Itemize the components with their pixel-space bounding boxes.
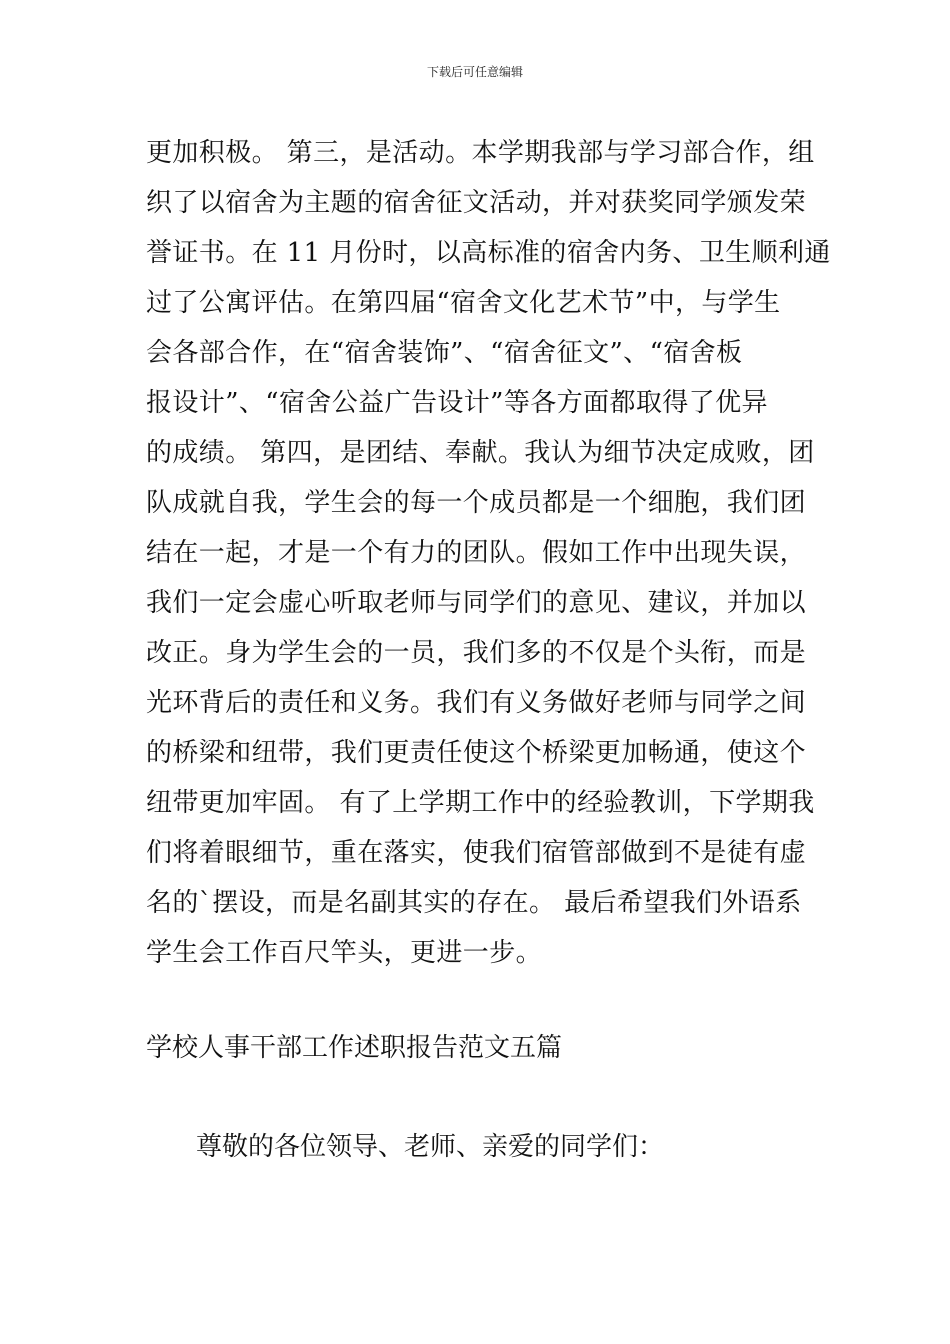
body-line: 织了以宿舍为主题的宿舍征文活动，并对获奖同学颁发荣	[146, 188, 807, 218]
body-line: 结在一起，才是一个有力的团队。假如工作中出现失误，	[146, 538, 807, 568]
body-line: 们将着眼细节，重在落实，使我们宿管部做到不是徒有虚	[146, 838, 807, 868]
header-note: 下载后可任意编辑	[426, 65, 523, 79]
body-line: 纽带更加牢固。 有了上学期工作中的经验教训，下学期我	[146, 788, 815, 818]
body-line: 队成就自我，学生会的每一个成员都是一个细胞，我们团	[146, 488, 807, 518]
body-paragraph	[146, 128, 831, 978]
body-line: 名的`摆设，而是名副其实的存在。 最后希望我们外语系	[146, 888, 802, 918]
body-line: 的桥梁和纽带，我们更责任使这个桥梁更加畅通，使这个	[146, 738, 807, 768]
body-line: 学生会工作百尺竿头，更进一步。	[146, 938, 543, 968]
body-line: 改正。身为学生会的一员，我们多的不仅是个头衔，而是	[146, 638, 807, 668]
body-line: 过了公寓评估。在第四届“宿舍文化艺术节”中，与学生	[146, 288, 781, 318]
greeting-line: 尊敬的各位领导、老师、亲爱的同学们：	[196, 1132, 665, 1162]
body-line: 我们一定会虚心听取老师与同学们的意见、建议，并加以	[146, 588, 807, 618]
body-line: 报设计”、“宿舍公益广告设计”等各方面都取得了优异	[146, 388, 768, 418]
body-line: 光环背后的责任和义务。我们有义务做好老师与同学之间	[146, 688, 807, 718]
body-line: 誉证书。在 11 月份时，以高标准的宿舍内务、卫生顺利通	[146, 238, 831, 268]
body-line: 更加积极。 第三，是活动。本学期我部与学习部合作，组	[146, 138, 815, 168]
body-line: 会各部合作，在“宿舍装饰”、“宿舍征文”、“宿舍板	[146, 338, 743, 368]
section-title: 学校人事干部工作述职报告范文五篇	[146, 1033, 563, 1063]
body-line: 的成绩。 第四，是团结、奉献。我认为细节决定成败，团	[146, 438, 815, 468]
